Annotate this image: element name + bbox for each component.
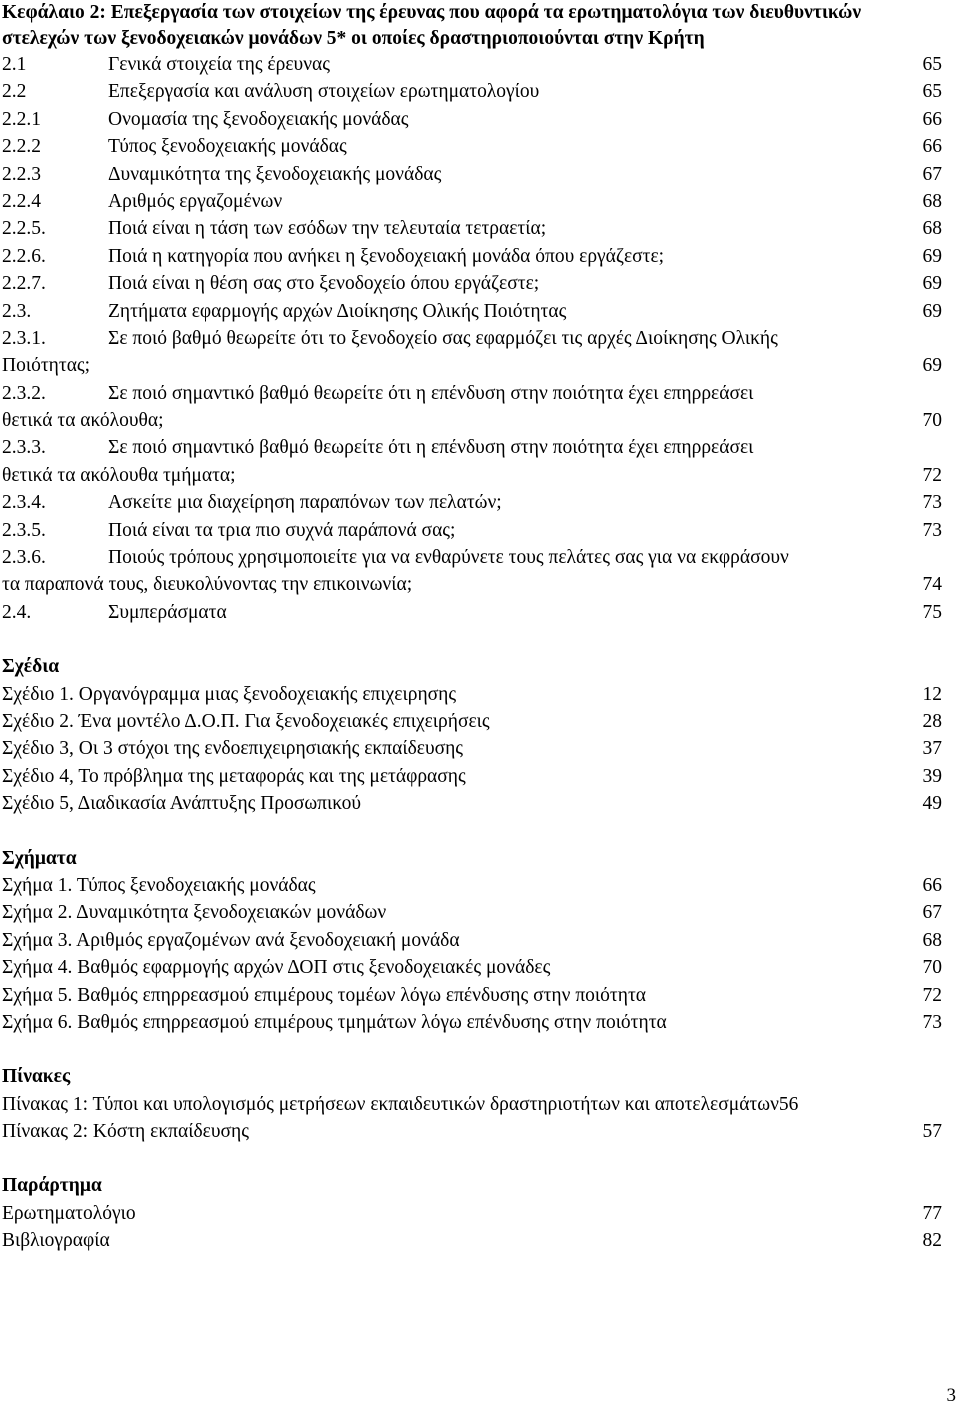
list-item-title: Πίνακας 2: Κόστη εκπαίδευσης [2,1121,249,1143]
section-spacer [2,626,942,653]
toc-entry-number: 2.3.5. [2,519,46,541]
toc-entry-page: 68 [922,218,942,240]
toc-entry-title: Ζητήματα εφαρμογής αρχών Διοίκησης Ολικής Ποιότητας [108,300,567,322]
page-number: 3 [946,1385,956,1406]
list-item-page: 37 [922,738,942,760]
list-item-title: Ερωτηματολόγιο [2,1202,136,1224]
toc-entry [2,106,942,133]
section-heading: Σχήματα [2,847,77,869]
toc-entry-number: 2.3.6. [2,547,46,569]
list-item-title: Σχήμα 5. Βαθμός επηρρεασμού επιμέρους τομέων λόγω επένδυσης στην ποιότητα [2,984,647,1006]
toc-entry [2,298,942,325]
section-spacer [2,1145,942,1172]
toc-entry-number: 2.1 [2,54,27,75]
list-item-page: 39 [922,765,942,787]
toc-entry-number: 2.2.5. [2,218,46,240]
toc-entry [2,188,942,215]
list-item-page: 77 [922,1202,942,1224]
toc-entry-title: Ποιά η κατηγορία που ανήκει η ξενοδοχειακή μονάδα όπου εργάζεστε; [108,245,665,267]
list-item-page: 72 [922,984,942,1006]
list-item-page: 82 [922,1230,942,1252]
toc-entry-title: Σε ποιό βαθμό θεωρείτε ότι το ξενοδοχείο σας εφαρμόζει τις αρχές Διοίκησης Ολικής [108,327,778,349]
list-item [2,1227,942,1254]
section-heading: Πίνακες [2,1066,71,1088]
list-item-page: 68 [922,929,942,951]
list-item [2,1200,942,1227]
toc-entry-page: 69 [922,355,942,377]
list-item-page: 67 [922,902,942,924]
toc-entry-continuation [2,352,942,379]
toc-entry-page: 74 [922,574,942,596]
list-item [2,872,942,899]
toc-list [2,51,942,626]
toc-entry [2,215,942,242]
list-item-page: 70 [922,957,942,979]
toc-entry [2,517,942,544]
list-item-page: 12 [922,683,942,705]
toc-entry-title-cont: θετικά τα ακόλουθα; [2,410,164,432]
toc-entry-title: Επεξεργασία και ανάλυση στοιχείων ερωτηματολογίου [108,81,540,103]
list-item-title: Σχήμα 4. Βαθμός εφαρμογής αρχών ΔΟΠ στις ξενοδοχειακές μονάδες [2,957,551,979]
list-item-page: 56 [778,1093,799,1115]
toc-entry [2,599,942,626]
list-item-title: Πίνακας 1: Τύποι και υπολογισμός μετρήσεων εκπαιδευτικών δραστηριοτήτων και αποτελεσμάτων [2,1093,779,1115]
list-item [2,1118,942,1145]
toc-entry-title: Σε ποιό σημαντικό βαθμό θεωρείτε ότι η επένδυση στην ποιότητα έχει επηρρεάσει [108,437,754,459]
toc-entry-title: Αριθμός εργαζομένων [108,190,283,212]
toc-entry-page: 75 [922,601,942,623]
toc-entry-number: 2.3.1. [2,327,46,349]
toc-entry [2,270,942,297]
list-item [2,927,942,954]
list-item [2,681,942,708]
toc-entry-number: 2.2.6. [2,245,46,267]
toc-entry-number: 2.2 [2,81,27,103]
section-heading: Σχέδια [2,656,60,678]
toc-entry-page: 73 [922,519,942,541]
toc-entry [2,544,942,571]
toc-entry-page: 68 [922,190,942,212]
toc-entry-title-cont: θετικά τα ακόλουθα τμήματα; [2,464,236,486]
list-item-title: Σχέδιο 5, Διαδικασία Ανάπτυξης Προσωπικού [2,793,362,815]
list-item-title: Σχήμα 6. Βαθμός επηρρεασμού επιμέρους τμημάτων λόγω επένδυσης στην ποιότητα [2,1011,667,1033]
toc-entry-number: 2.2.3 [2,163,41,185]
toc-entry-title: Ποιά είναι τα τρια πιο συχνά παράπονά σας; [108,519,456,541]
toc-entry [2,325,942,352]
toc-entry-title: Τύπος ξενοδοχειακής μονάδας [108,136,347,158]
toc-entry-title: Συμπεράσματα [108,601,227,623]
toc-entry-title: Ασκείτε μια διαχείρηση παραπόνων των πελατών; [108,492,502,514]
list-item-title: Σχέδιο 3, Οι 3 στόχοι της ενδοεπιχειρησιακής εκπαίδευσης [2,738,464,760]
toc-entry-title: Σε ποιό σημαντικό βαθμό θεωρείτε ότι η επένδυση στην ποιότητα έχει επηρρεάσει [108,382,754,404]
list-item [2,899,942,926]
list-item [2,790,942,817]
toc-entry-continuation [2,462,942,489]
toc-entry-title-cont: Ποιότητας; [2,355,91,377]
toc-entry [2,78,942,105]
list-item-title: Σχήμα 3. Αριθμός εργαζομένων ανά ξενοδοχειακή μονάδα [2,929,460,951]
table-of-contents [2,0,942,1255]
list-item-title: Σχήμα 2. Δυναμικότητα ξενοδοχειακών μονάδων [2,902,387,924]
toc-entry-page: 65 [922,54,942,75]
list-item [2,763,942,790]
list-item-title: Σχήμα 1. Τύπος ξενοδοχειακής μονάδας [2,874,316,896]
toc-entry-title: Ποιά είναι η θέση σας στο ξενοδοχείο όπου εργάζεστε; [108,273,540,295]
toc-entry-number: 2.3.2. [2,382,46,404]
list-item [2,708,942,735]
list-item-page: 49 [922,793,942,815]
toc-entry-continuation [2,571,942,598]
toc-entry-title: Ποιά είναι η τάση των εσόδων την τελευταία τετραετία; [108,218,547,240]
list-item-page: 66 [922,874,942,896]
list-item-title: Σχέδιο 1. Οργανόγραμμα μιας ξενοδοχειακής επιχειρησης [2,683,457,705]
toc-entry-number: 2.2.2 [2,136,41,158]
list-item [2,954,942,981]
section-spacer [2,1036,942,1063]
section-heading: Παράρτημα [2,1175,102,1197]
toc-entry-number: 2.3.3. [2,437,46,459]
toc-entry [2,489,942,516]
toc-entry-page: 69 [922,300,942,322]
list-item [2,1091,942,1118]
toc-entry-title: Γενικά στοιχεία της έρευνας [108,54,330,75]
list-item-page: 57 [922,1121,942,1143]
toc-entry-number: 2.2.1 [2,108,41,130]
list-item-title: Σχέδιο 4, Το πρόβλημα της μεταφοράς και της μετάφρασης [2,765,466,787]
list-item-page: 28 [922,710,942,732]
list-item-page: 73 [922,1011,942,1033]
section-spacer [2,818,942,845]
toc-entry [2,133,942,160]
toc-entry [2,243,942,270]
sections-list [2,626,942,1254]
toc-entry-title: Ποιούς τρόπους χρησιμοποιείτε για να ενθαρύνετε τους πελάτες σας για να εκφράσουν [108,547,789,569]
toc-entry-number: 2.4. [2,601,32,623]
list-item-title: Βιβλιογραφία [2,1230,110,1252]
toc-entry-page: 69 [922,245,942,267]
toc-entry-continuation [2,407,942,434]
toc-entry-page: 69 [922,273,942,295]
toc-entry-number: 2.3.4. [2,492,46,514]
toc-entry-page: 67 [922,163,942,185]
toc-entry-page: 72 [922,464,942,486]
chapter-title: Κεφάλαιο 2: Επεξεργασία των στοιχείων της έρευνας που αφορά τα ερωτηματολόγια των διευθυντικών στελεχών των ξενοδοχειακών μονάδων 5* οι οποίες δραστηριοποιούνται στην Κρήτη [2,2,862,49]
list-item [2,735,942,762]
toc-entry-title: Ονομασία της ξενοδοχειακής μονάδας [108,108,409,130]
toc-entry-title: Δυναμικότητα της ξενοδοχειακής μονάδας [108,163,442,185]
toc-entry-number: 2.3. [2,300,32,322]
toc-entry [2,161,942,188]
toc-entry [2,380,942,407]
toc-entry-number: 2.2.4 [2,190,41,212]
toc-entry-page: 73 [922,492,942,514]
list-item [2,982,942,1009]
toc-entry [2,434,942,461]
toc-entry-page: 66 [922,108,942,130]
toc-entry [2,51,942,78]
toc-entry-title-cont: τα παραπονά τους, διευκολύνοντας την επικοινωνία; [2,574,413,596]
list-item-title: Σχέδιο 2. Ένα μοντέλο Δ.Ο.Π. Για ξενοδοχειακές επιχειρήσεις [2,710,490,732]
toc-entry-page: 65 [922,81,942,103]
toc-entry-page: 70 [922,410,942,432]
toc-entry-number: 2.2.7. [2,273,46,295]
toc-entry-page: 66 [922,136,942,158]
list-item [2,1009,942,1036]
